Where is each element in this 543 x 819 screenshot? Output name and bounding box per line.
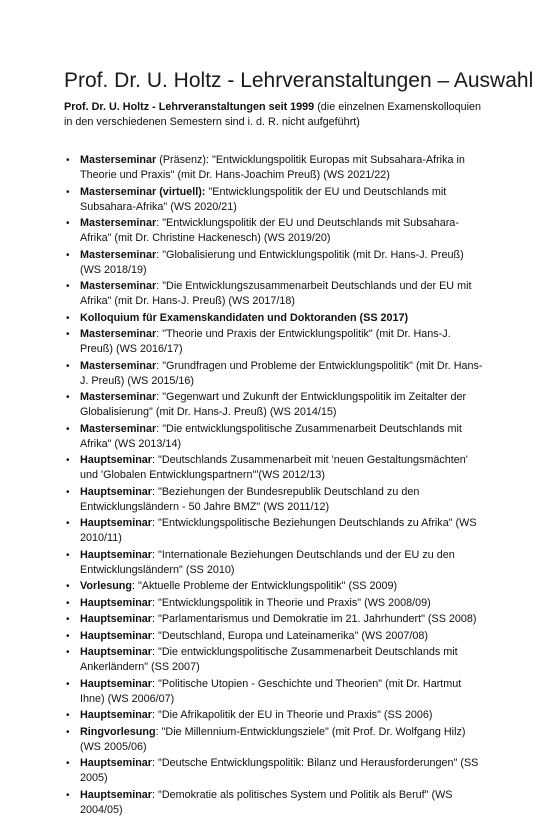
list-item (64, 677, 484, 707)
bullet-icon: • (66, 647, 70, 658)
list-item (64, 725, 484, 755)
course-type: Vorlesung (80, 580, 132, 592)
bullet-icon: • (66, 710, 70, 721)
bullet-icon: • (66, 726, 70, 738)
course-type: Masterseminar (80, 328, 157, 340)
course-type: Masterseminar (80, 248, 157, 261)
list-item (64, 422, 484, 452)
bullet-icon: • (66, 581, 70, 592)
bullet-icon: • (66, 249, 70, 261)
bullet-icon: • (66, 758, 70, 769)
list-item (64, 279, 484, 309)
bullet-icon: • (66, 329, 70, 340)
list-item (64, 453, 484, 483)
course-type: Masterseminar (80, 391, 157, 403)
course-details: "Entwicklungspolitik der EU und Deutschlands mit Subsahara-Afrika" (WS 2020/21) (80, 185, 447, 213)
list-item (64, 248, 484, 278)
course-type: Hauptseminar (80, 646, 152, 658)
list-item (64, 548, 484, 578)
list-item (64, 708, 484, 723)
course-details: : "Deutschland, Europa und Lateinamerika" (WS 2007/08) (152, 629, 428, 642)
bullet-icon: • (66, 518, 70, 529)
course-details: : "Entwicklungspolitische Beziehungen Deutschlands zu Afrika" (WS 2010/11) (80, 517, 477, 544)
list-item (64, 629, 484, 644)
list-item (64, 788, 484, 818)
course-type: Masterseminar (80, 422, 157, 435)
course-details: (Präsenz): "Entwicklungspolitik Europas mit Subsahara-Afrika in Theorie und Praxis" (mit Dr. Hans-Joachim Preuß) (WS 2021/22) (80, 154, 465, 181)
course-type: Masterseminar (80, 359, 157, 372)
page-title: Prof. Dr. U. Holtz - Lehrveranstaltungen – Auswahl (64, 69, 534, 92)
course-list (64, 153, 484, 819)
course-type: Hauptseminar (80, 548, 152, 561)
list-item (64, 612, 484, 627)
course-details: : "Gegenwart und Zukunft der Entwicklungspolitik im Zeitalter der Globalisierung" (mit Dr. Hans-J. Preuß) (WS 2014/15) (80, 391, 467, 418)
bullet-icon: • (66, 678, 70, 690)
course-type: Hauptseminar (80, 629, 152, 642)
bullet-icon: • (66, 486, 70, 498)
course-type: Hauptseminar (80, 757, 152, 769)
list-item (64, 645, 484, 675)
list-item (64, 485, 484, 515)
course-type: Hauptseminar (80, 613, 152, 625)
course-details: : "Entwicklungspolitik in Theorie und Praxis" (WS 2008/09) (152, 596, 431, 609)
list-item (64, 579, 484, 594)
course-details: : "Die Entwicklungszusammenarbeit Deutschlands und der EU mit Afrika" (mit Dr. Hans-J. Preuß) (WS 2017/18) (80, 280, 472, 307)
list-item (64, 516, 484, 546)
bullet-icon: • (66, 312, 70, 324)
course-type: Hauptseminar (80, 454, 152, 466)
course-details: : "Deutschlands Zusammenarbeit mit 'neuen Gestaltungsmächten' und 'Globalen Entwicklungspartnern'"(WS 2012/13) (80, 454, 468, 481)
course-details: : "Internationale Beziehungen Deutschlands und der EU zu den Entwicklungsländern" (SS 2010) (80, 548, 455, 576)
course-type: Hauptseminar (80, 596, 152, 609)
bullet-icon: • (66, 155, 70, 166)
course-details: : "Die Millennium-Entwicklungsziele" (mit Prof. Dr. Wolfgang Hilz) (WS 2005/06) (80, 725, 466, 753)
intro-heading: Prof. Dr. U. Holtz - Lehrveranstaltungen seit 1999 (64, 101, 315, 113)
bullet-icon: • (66, 614, 70, 625)
list-item (64, 756, 484, 786)
course-type: Masterseminar (80, 280, 157, 292)
bullet-icon: • (66, 281, 70, 292)
course-type: Hauptseminar (80, 485, 152, 498)
course-type: Kolloquium für Examenskandidaten und Doktoranden (SS 2017) (80, 311, 409, 324)
course-details: : "Grundfragen und Probleme der Entwicklungspolitik" (mit Dr. Hans-J. Preuß) (WS 2015/16) (80, 359, 483, 387)
list-item (64, 153, 484, 183)
course-type: Masterseminar (80, 154, 157, 166)
course-details: : "Deutsche Entwicklungspolitik: Bilanz und Herausforderungen" (SS 2005) (80, 757, 479, 784)
list-item (64, 359, 484, 389)
course-type: Hauptseminar (80, 677, 152, 690)
intro-note: (die einzelnen Examenskolloquien in den verschiedenen Semestern sind i. d. R. nicht aufgeführt) (64, 101, 482, 128)
course-details: : "Demokratie als politisches System und Politik als Beruf" (WS 2004/05) (80, 788, 453, 816)
course-details: : "Die entwicklungspolitische Zusammenarbeit Deutschlands mit Ankerländern" (SS 2007) (80, 646, 458, 673)
course-details: : "Globalisierung und Entwicklungspolitik (mit Dr. Hans-J. Preuß) (WS 2018/19) (80, 248, 464, 276)
bullet-icon: • (66, 630, 70, 642)
bullet-icon: • (66, 360, 70, 372)
bullet-icon: • (66, 392, 70, 403)
course-type: Masterseminar (80, 217, 157, 229)
course-type: Masterseminar (virtuell): (80, 185, 209, 198)
list-item (64, 216, 484, 246)
course-details: : "Die entwicklungspolitische Zusammenarbeit Deutschlands mit Afrika" (WS 2013/14) (80, 422, 462, 450)
intro-paragraph (64, 100, 484, 130)
bullet-icon: • (66, 789, 70, 801)
bullet-icon: • (66, 218, 70, 229)
course-type: Hauptseminar (80, 788, 152, 801)
bullet-icon: • (66, 423, 70, 435)
course-type: Hauptseminar (80, 517, 152, 529)
course-type: Ringvorlesung (80, 725, 156, 738)
course-details: : "Entwicklungspolitik der EU und Deutschlands mit Subsahara-Afrika" (mit Dr. Christine Hackenesch) (WS 2019/20) (80, 217, 459, 244)
list-item (64, 185, 484, 215)
bullet-icon: • (66, 455, 70, 466)
list-item (64, 390, 484, 420)
bullet-icon: • (66, 597, 70, 609)
bullet-icon: • (66, 186, 70, 198)
course-details: : "Parlamentarismus und Demokratie im 21. Jahrhundert" (SS 2008) (152, 613, 477, 625)
course-details: : "Beziehungen der Bundesrepublik Deutschland zu den Entwicklungsländern - 50 Jahre BMZ" (WS 2011/12) (80, 485, 420, 513)
bullet-icon: • (66, 549, 70, 561)
list-item (64, 327, 484, 357)
course-details: : "Theorie und Praxis der Entwicklungspolitik" (mit Dr. Hans-J. Preuß) (WS 2016/17) (80, 328, 451, 355)
course-type: Hauptseminar (80, 709, 152, 721)
course-details: : "Die Afrikapolitik der EU in Theorie und Praxis" (SS 2006) (152, 709, 433, 721)
course-details: : "Aktuelle Probleme der Entwicklungspolitik" (SS 2009) (132, 580, 398, 592)
course-details: : "Politische Utopien - Geschichte und Theorien" (mit Dr. Hartmut Ihne) (WS 2006/07) (80, 677, 462, 705)
list-item (64, 311, 484, 326)
list-item (64, 596, 484, 611)
